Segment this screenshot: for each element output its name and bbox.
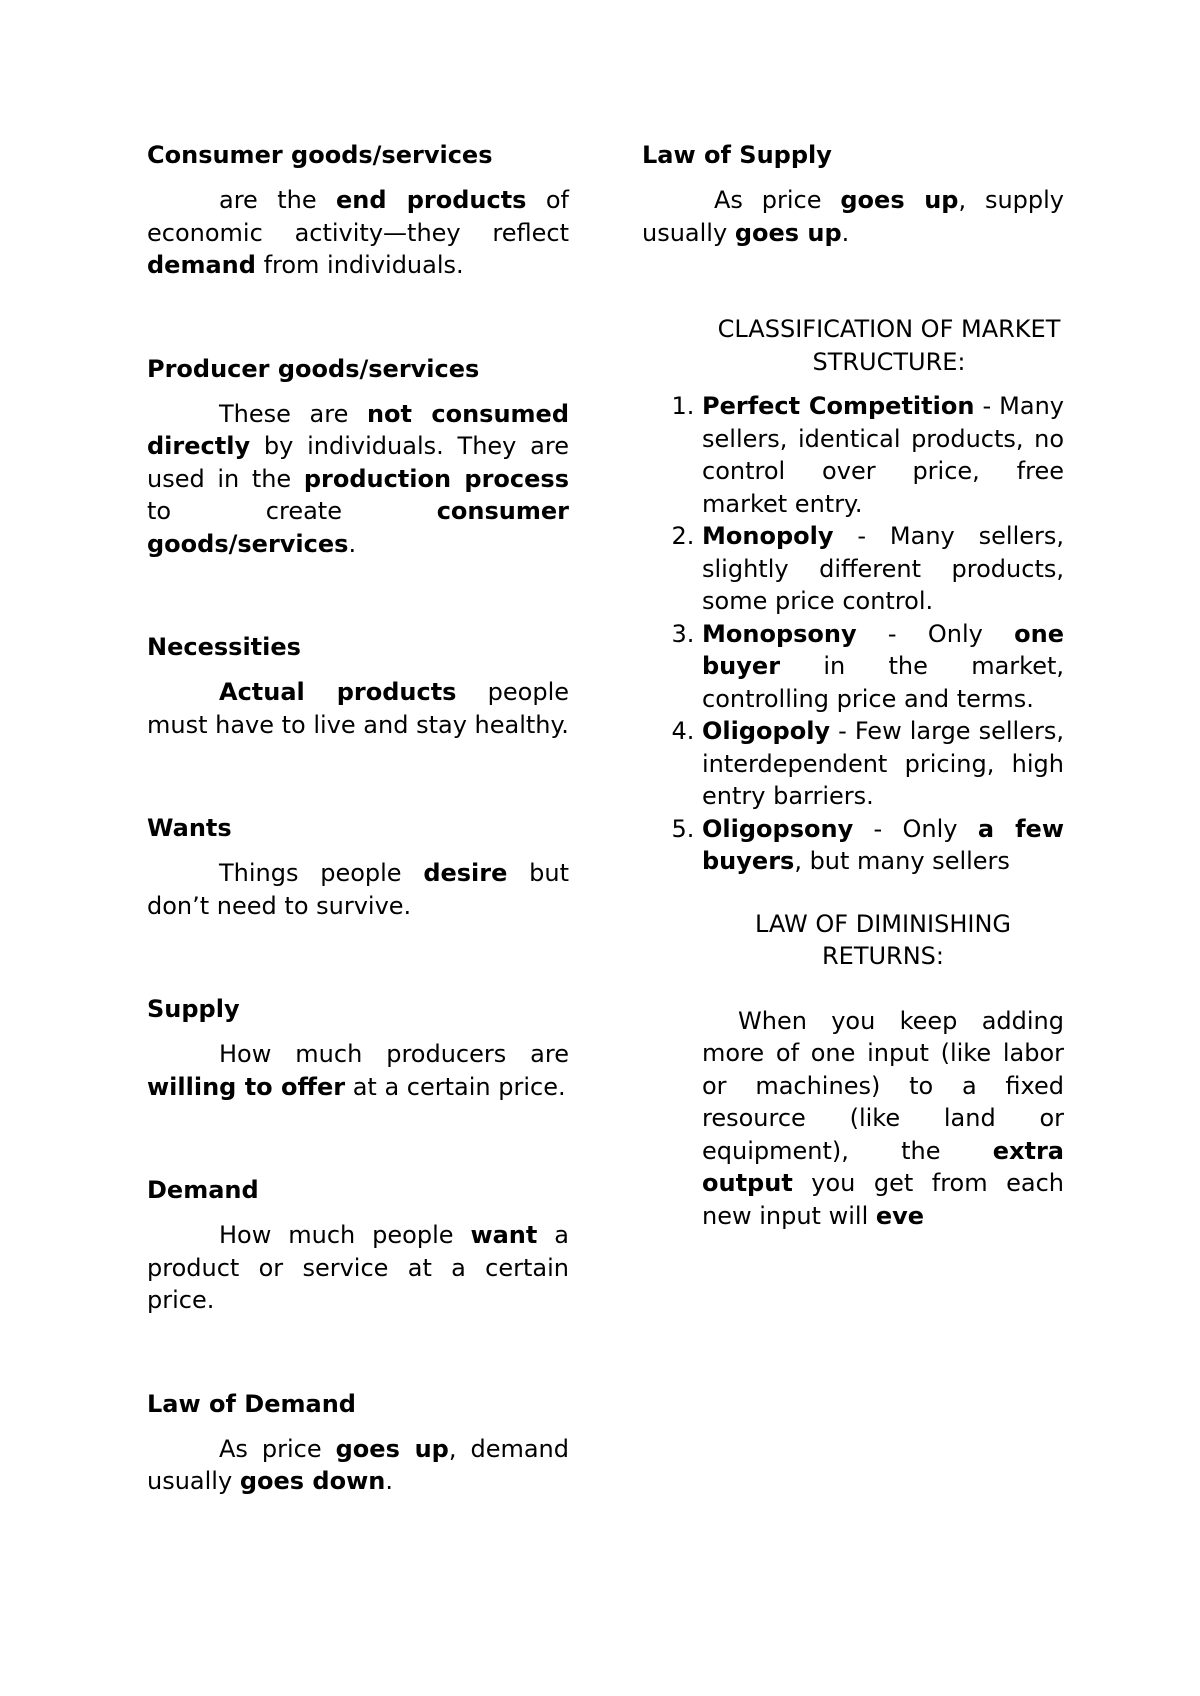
- heading-demand: Demand: [147, 1176, 259, 1204]
- heading-market-structure: CLASSIFICATION OF MARKET STRUCTURE:: [717, 315, 1061, 376]
- list-item: 4. Oligopoly - Few large sellers, interdependent pricing, high entry barriers.: [702, 715, 1064, 813]
- heading-producer-goods: Producer goods/services: [147, 354, 480, 383]
- list-item: 5. Oligopsony - Only a few buyers, but many sellers: [702, 813, 1064, 878]
- section-producer-goods: [147, 352, 569, 561]
- section-wants: [147, 811, 569, 922]
- heading-necessities: Necessities: [147, 633, 301, 661]
- right-column: [642, 138, 1064, 1232]
- heading-law-of-supply: Law of Supply: [642, 141, 832, 169]
- para-supply: How much producers are willing to offer at a certain price.: [147, 1040, 569, 1101]
- section-law-of-supply: [642, 138, 1064, 249]
- section-demand: [147, 1173, 569, 1317]
- para-producer-goods: These are not consumed directly by individuals. They are used in the production process to create consumer goods/services.: [147, 399, 569, 558]
- heading-consumer-goods: Consumer goods/services: [147, 141, 493, 169]
- para-demand: How much people want a product or service at a certain price.: [147, 1221, 569, 1314]
- section-consumer-goods: [147, 138, 569, 282]
- heading-supply: Supply: [147, 995, 240, 1023]
- para-diminishing-returns: When you keep adding more of one input (like labor or machines) to a fixed resource (like land or equipment), the extra output you get from each new input will eve: [702, 1006, 1064, 1230]
- section-supply: [147, 992, 569, 1103]
- section-law-of-demand: [147, 1387, 569, 1498]
- left-column: [147, 138, 569, 1568]
- para-wants: Things people desire but don’t need to survive.: [147, 859, 569, 920]
- list-item: 2. Monopoly - Many sellers, slightly different products, some price control.: [702, 520, 1064, 618]
- section-diminishing-returns: [642, 908, 1064, 1233]
- heading-law-of-demand: Law of Demand: [147, 1389, 356, 1418]
- section-market-structure: [642, 313, 1064, 878]
- list-item: 3. Monopsony - Only one buyer in the market, controlling price and terms.: [702, 618, 1064, 716]
- heading-diminishing-returns: LAW OF DIMINISHING RETURNS:: [755, 909, 1011, 970]
- para-law-of-supply: As price goes up, supply usually goes up.: [642, 186, 1064, 247]
- list-item: 1. Perfect Competition - Many sellers, identical products, no control over price, free market entry.: [702, 390, 1064, 520]
- market-structure-list: [642, 390, 1064, 878]
- heading-wants: Wants: [147, 814, 232, 842]
- para-necessities: Actual products people must have to live and stay healthy.: [147, 678, 569, 739]
- para-law-of-demand: As price goes up, demand usually goes down.: [147, 1434, 569, 1495]
- para-consumer-goods: are the end products of economic activity—they reflect demand from individuals.: [147, 186, 569, 279]
- section-necessities: [147, 630, 569, 741]
